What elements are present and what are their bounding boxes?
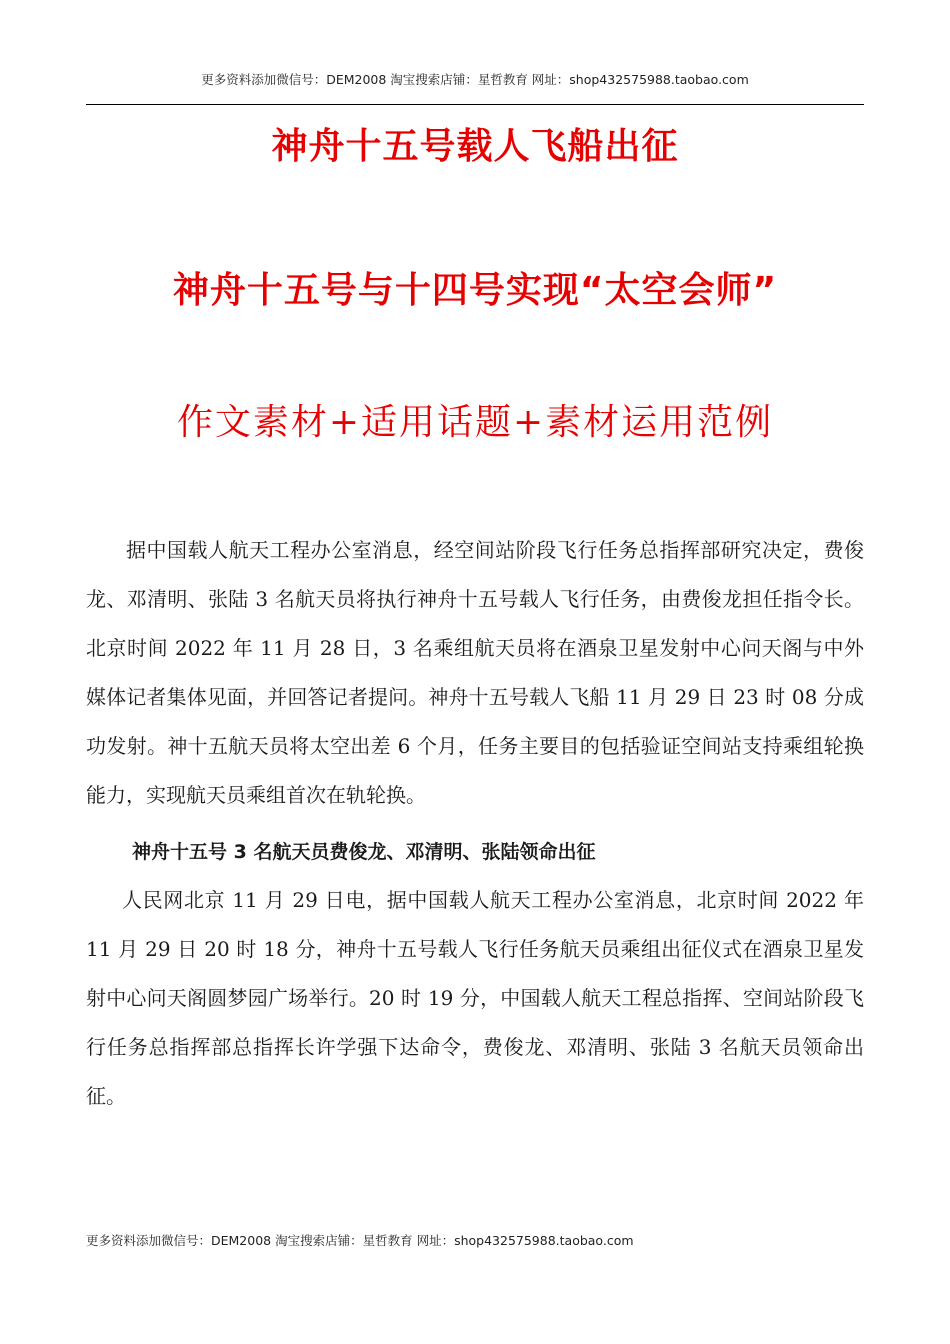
page-footer-text: 更多资料添加微信号：DEM2008 淘宝搜索店铺：星哲教育 网址：shop432575988.taobao.com bbox=[86, 1233, 634, 1248]
header-divider bbox=[86, 104, 864, 105]
topic-title: 作文素材+适用话题+素材运用范例 bbox=[176, 402, 774, 443]
page-header-text: 更多资料添加微信号：DEM2008 淘宝搜索店铺：星哲教育 网址：shop432575988.taobao.com bbox=[201, 72, 749, 87]
section-subheading: 神舟十五号 3 名航天员费俊龙、邓清明、张陆领命出征 bbox=[132, 841, 596, 863]
main-title: 神舟十五号载人飞船出征 bbox=[271, 126, 679, 167]
body-paragraph-2: 人民网北京 11 月 29 日电，据中国载人航天工程办公室消息，北京时间 2022 年 11 月 29 日 20 时 18 分，神舟十五号载人飞行任务航天员乘组出征仪式在酒泉卫星发射中心问天阁圆梦园广场举行。20 时 19 分，中国载人航天工程总指挥、空间站阶段飞行任务总指挥部总指挥长许学强下达命令，费俊龙、邓清明、张陆 3 名航天员领命出征。 bbox=[86, 888, 864, 1108]
body-paragraph-1: 据中国载人航天工程办公室消息，经空间站阶段飞行任务总指挥部研究决定，费俊龙、邓清明、张陆 3 名航天员将执行神舟十五号载人飞行任务，由费俊龙担任指令长。北京时间 2022 年 11 月 28 日，3 名乘组航天员将在酒泉卫星发射中心问天阁与中外媒体记者集体见面，并回答记者提问。神舟十五号载人飞船 11 月 29 日 23 时 08 分成功发射。神十五航天员将太空出差 6 个月，任务主要目的包括验证空间站支持乘组轮换能力，实现航天员乘组首次在轨轮换。 bbox=[86, 538, 864, 807]
sub-title: 神舟十五号与十四号实现“太空会师” bbox=[172, 270, 778, 311]
